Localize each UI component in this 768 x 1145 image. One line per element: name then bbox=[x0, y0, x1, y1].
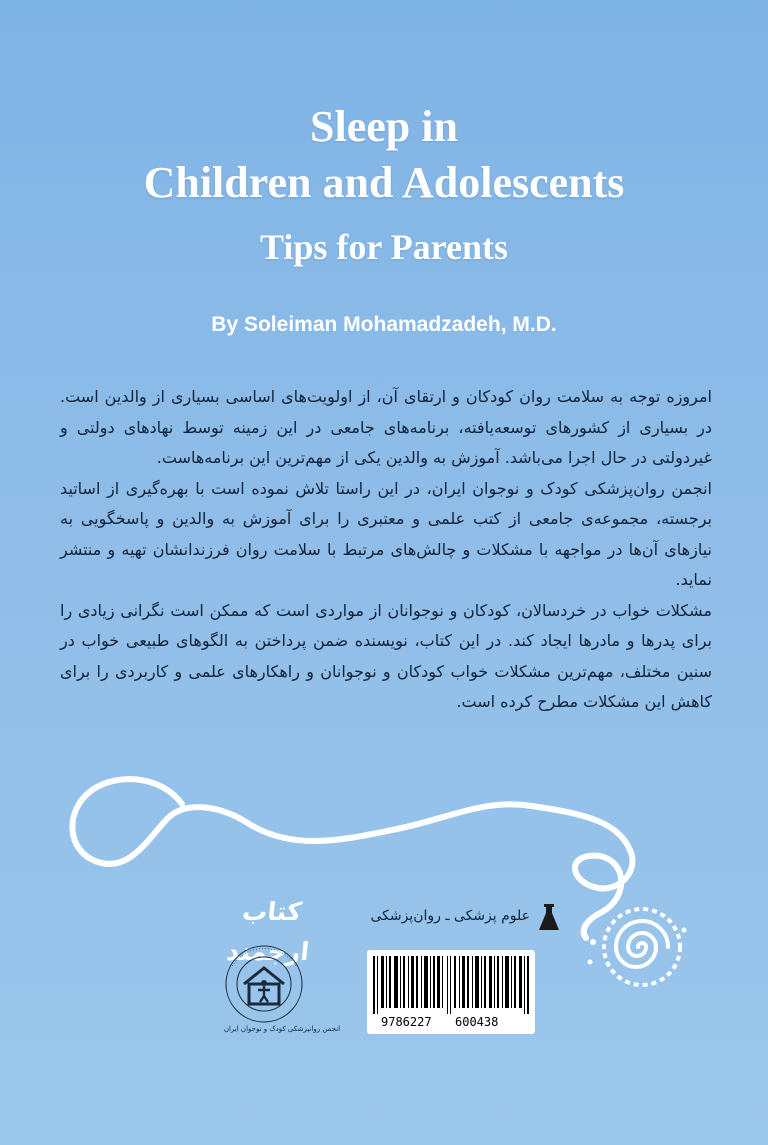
isbn-left-digits: 9786227 bbox=[381, 1015, 432, 1029]
subtitle: Tips for Parents bbox=[259, 227, 509, 267]
academy-seal-icon bbox=[218, 944, 310, 1026]
blurb-paragraph-3: مشکلات خواب در خردسالان، کودکان و نوجوانان از مواردی است که ممکن است نگرانی زیادی را برای پدرها و مادرها ایجاد کند. در این کتاب، نویسنده ضمن پرداختن به الگوهای طبیعی خواب در سنین مختلف، مهم‌ترین مشکلات خواب کودکان و نوجوانان و راهکارهای علمی و کاربردی را برای کاهش این مشکلات مطرح کرده است. bbox=[60, 600, 712, 711]
title-line-1: Sleep in bbox=[310, 102, 458, 151]
academy-name: انجمن روانپزشکی کودک و نوجوان ایران bbox=[223, 1025, 341, 1033]
author-line: By Soleiman Mohamadzadeh, M.D. bbox=[211, 313, 557, 336]
category-label: علوم پزشکی ـ روان‌پزشکی bbox=[370, 908, 530, 924]
blurb bbox=[60, 382, 712, 718]
blurb-paragraph-1: امروزه توجه به سلامت روان کودکان و ارتقای آن، از اولویت‌های اساسی بسیاری از والدین است. در بسیاری از کشورهای توسعه‌یافته، برنامه‌های جامعی در این زمینه توسط نهادهای دولتی و غیردولتی در حال اجرا می‌باشد. آموزش به والدین یکی از مهم‌ترین این برنامه‌هاست. bbox=[60, 387, 712, 467]
publisher-logo: کتاب ارجمند bbox=[225, 897, 311, 966]
isbn-right-digits: 600438 bbox=[455, 1015, 499, 1029]
title-line-2: Children and Adolescents bbox=[143, 158, 625, 207]
isbn-barcode bbox=[367, 950, 535, 1034]
barcode-icon bbox=[371, 956, 531, 1014]
flask-icon bbox=[538, 903, 560, 933]
blurb-paragraph-2: انجمن روان‌پزشکی کودک و نوجوان ایران، در این راستا تلاش نموده است با بهره‌گیری از اساتید برجسته، مجموعه‌ی جامعی از کتب علمی و معتبری را برای آموزش به والدین و پاسخگویی به نیازهای آن‌ها در مواجهه با مشکلات و چالش‌های مرتبط با سلامت روان فرزندانشان تهیه و منتشر نماید. bbox=[60, 478, 712, 589]
